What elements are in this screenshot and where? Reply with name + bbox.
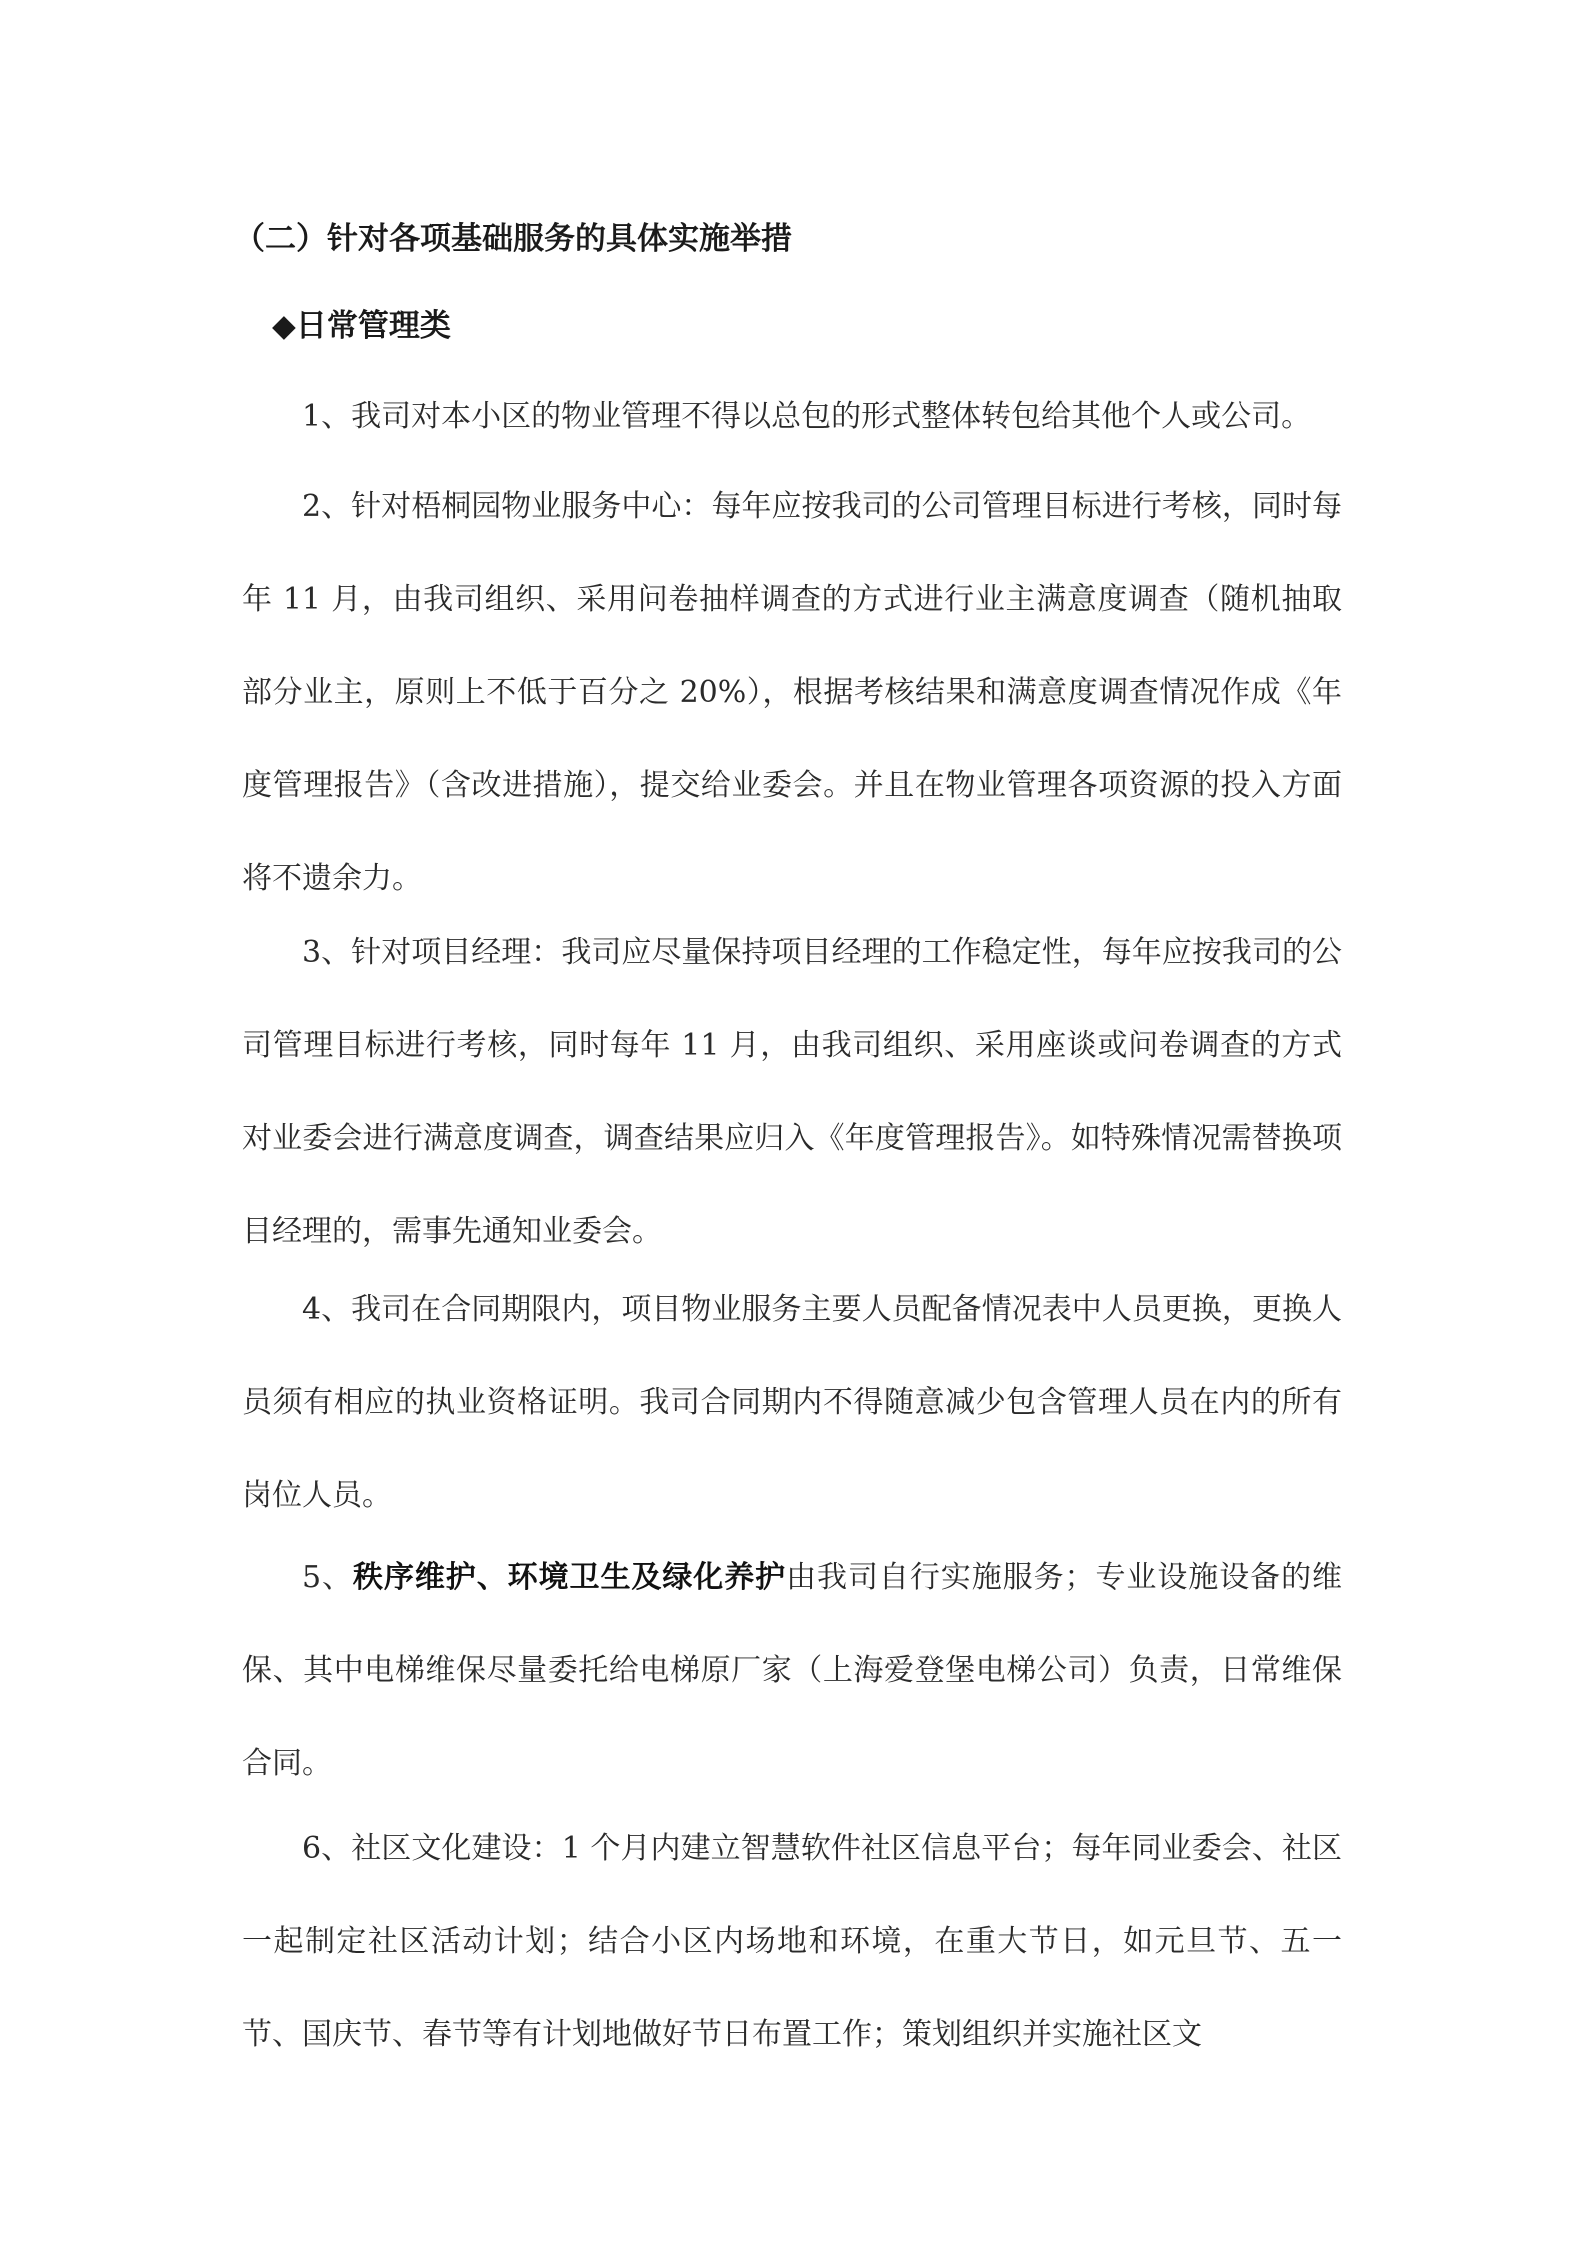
- paragraph-1: 1、我司对本小区的物业管理不得以总包的形式整体转包给其他个人或公司。: [302, 399, 1312, 434]
- paragraph-5: [242, 1531, 1342, 1810]
- paragraph-4: 4、我司在合同期限内，项目物业服务主要人员配备情况表中人员更换，更换人员须有相应的执业资格证明。我司合同期内不得随意减少包含管理人员在内的所有岗位人员。: [242, 1292, 1342, 1513]
- paragraph-2: 2、针对梧桐园物业服务中心：每年应按我司的公司管理目标进行考核，同时每年 11 月，由我司组织、采用问卷抽样调查的方式进行业主满意度调查（随机抽取部分业主，原则上不低于百分之 20%），根据考核结果和满意度调查情况作成《年度管理报告》（含改进措施），提交给业委会。并且在物业管理各项资源的投入方面将不遗余力。: [242, 489, 1342, 896]
- paragraph-5-prefix: 5、: [302, 1560, 353, 1595]
- paragraph-6: 6、社区文化建设：1 个月内建立智慧软件社区信息平台；每年同业委会、社区一起制定社区活动计划；结合小区内场地和环境，在重大节日，如元旦节、五一节、国庆节、春节等有计划地做好节日布置工作；策划组织并实施社区文: [242, 1831, 1342, 2052]
- paragraph-3: 3、针对项目经理：我司应尽量保持项目经理的工作稳定性，每年应按我司的公司管理目标进行考核，同时每年 11 月，由我司组织、采用座谈或问卷调查的方式对业委会进行满意度调查，调查结果应归入《年度管理报告》。如特殊情况需替换项目经理的，需事先通知业委会。: [242, 935, 1342, 1249]
- section-heading: （二）针对各项基础服务的具体实施举措: [234, 221, 792, 257]
- category-heading: ◆日常管理类: [272, 308, 451, 344]
- paragraph-5-rest: 由我司自行实施服务；专业设施设备的维保、其中电梯维保尽量委托给电梯原厂家（上海爱登堡电梯公司）负责，日常维保合同。: [242, 1560, 1343, 1781]
- paragraph-5-bold-phrase: 秩序维护、环境卫生及绿化养护: [352, 1560, 787, 1595]
